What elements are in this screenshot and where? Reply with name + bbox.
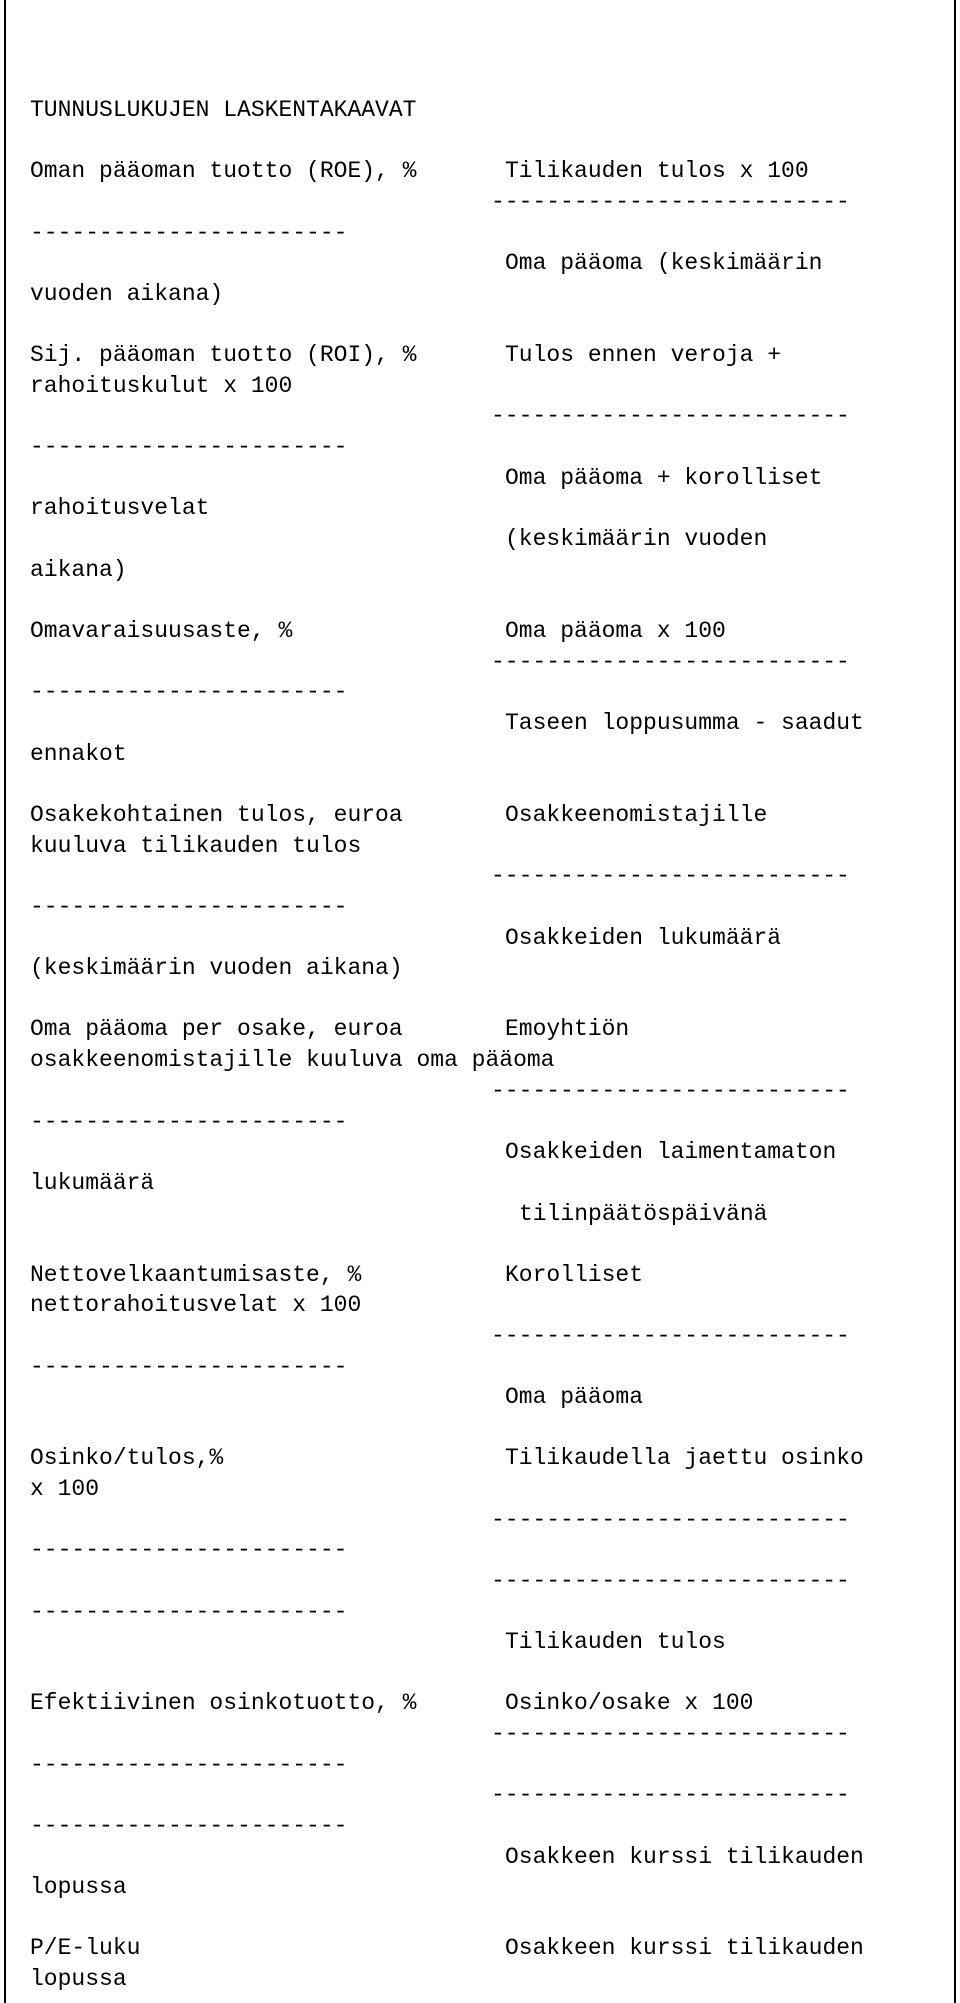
eps-label-line: ----------------------- — [30, 894, 348, 920]
gearing-numerator: Korolliset — [505, 1262, 644, 1288]
roi-label: Sij. pääoman tuotto (ROI), % — [30, 342, 417, 368]
roi-fraction-line: -------------------------- — [491, 403, 850, 429]
roe-denominator-continued: vuoden aikana) — [30, 281, 224, 307]
gearing-fraction-line: -------------------------- — [491, 1323, 850, 1349]
equity-ratio-label: Omavaraisuusaste, % — [30, 618, 293, 644]
equity-per-share-numerator-continued: osakkeenomistajille kuuluva oma pääoma — [30, 1047, 555, 1073]
dividend-yield-denominator: Osakkeen kurssi tilikauden — [505, 1844, 864, 1870]
dividend-yield-fraction-line-2: -------------------------- — [491, 1782, 850, 1808]
gearing-label: Nettovelkaantumisaste, % — [30, 1262, 362, 1288]
payout-ratio-numerator: Tilikaudella jaettu osinko — [505, 1445, 864, 1471]
roi-label-line: ----------------------- — [30, 434, 348, 460]
roi-denominator: Oma pääoma + korolliset — [505, 465, 823, 491]
equity-per-share-label-line: ----------------------- — [30, 1109, 348, 1135]
payout-ratio-fraction-line: -------------------------- — [491, 1507, 850, 1533]
dividend-yield-label-line-2: ----------------------- — [30, 1813, 348, 1839]
eps-numerator-continued: kuuluva tilikauden tulos — [30, 833, 362, 859]
gearing-denominator: Oma pääoma — [505, 1384, 644, 1410]
payout-ratio-label-line: ----------------------- — [30, 1537, 348, 1563]
dividend-yield-label-line: ----------------------- — [30, 1752, 348, 1778]
eps-denominator: Osakkeiden lukumäärä — [505, 925, 782, 951]
roi-numerator-continued: rahoituskulut x 100 — [30, 373, 293, 399]
payout-ratio-numerator-continued: x 100 — [30, 1476, 100, 1502]
equity-ratio-denominator-continued: ennakot — [30, 741, 127, 767]
eps-fraction-line: -------------------------- — [491, 863, 850, 889]
roi-denominator-continued: rahoitusvelat — [30, 495, 210, 521]
roe-label-line: ----------------------- — [30, 220, 348, 246]
payout-ratio-label: Osinko/tulos,% — [30, 1445, 224, 1471]
roi-denominator-note: (keskimäärin vuoden — [505, 526, 768, 552]
equity-ratio-denominator: Taseen loppusumma - saadut — [505, 710, 864, 736]
gearing-label-line: ----------------------- — [30, 1354, 348, 1380]
dividend-yield-denominator-continued: lopussa — [30, 1874, 127, 1900]
pe-ratio-label: P/E-luku — [30, 1935, 141, 1961]
equity-ratio-fraction-line: -------------------------- — [491, 649, 850, 675]
gearing-numerator-continued: nettorahoitusvelat x 100 — [30, 1292, 362, 1318]
eps-label: Osakekohtainen tulos, euroa — [30, 802, 403, 828]
eps-denominator-continued: (keskimäärin vuoden aikana) — [30, 955, 403, 981]
pe-ratio-numerator-continued: lopussa — [30, 1966, 127, 1992]
roe-fraction-line: -------------------------- — [491, 189, 850, 215]
pe-ratio-numerator: Osakkeen kurssi tilikauden — [505, 1935, 864, 1961]
dividend-yield-label: Efektiivinen osinkotuotto, % — [30, 1690, 417, 1716]
equity-per-share-label: Oma pääoma per osake, euroa — [30, 1016, 403, 1042]
roe-denominator: Oma pääoma (keskimäärin — [505, 250, 823, 276]
equity-ratio-numerator: Oma pääoma x 100 — [505, 618, 726, 644]
dividend-yield-numerator: Osinko/osake x 100 — [505, 1690, 754, 1716]
equity-per-share-denominator-continued: lukumäärä — [30, 1170, 155, 1196]
roe-numerator: Tilikauden tulos x 100 — [505, 158, 809, 184]
dividend-yield-fraction-line: -------------------------- — [491, 1721, 850, 1747]
equity-per-share-denominator: Osakkeiden laimentamaton — [505, 1139, 837, 1165]
equity-ratio-label-line: ----------------------- — [30, 679, 348, 705]
payout-ratio-label-line-2: ----------------------- — [30, 1599, 348, 1625]
eps-numerator: Osakkeenomistajille — [505, 802, 768, 828]
equity-per-share-numerator: Emoyhtiön — [505, 1016, 630, 1042]
roi-numerator: Tulos ennen veroja + — [505, 342, 782, 368]
payout-ratio-denominator: Tilikauden tulos — [505, 1629, 726, 1655]
roe-label: Oman pääoman tuotto (ROE), % — [30, 158, 417, 184]
equity-per-share-denominator-note: tilinpäätöspäivänä — [519, 1201, 768, 1227]
page-border-left — [4, 0, 6, 2003]
roi-denominator-note-continued: aikana) — [30, 557, 127, 583]
document-title: TUNNUSLUKUJEN LASKENTAKAAVAT — [30, 97, 417, 123]
payout-ratio-fraction-line-2: -------------------------- — [491, 1568, 850, 1594]
page-border-right — [954, 0, 956, 2003]
equity-per-share-fraction-line: -------------------------- — [491, 1078, 850, 1104]
